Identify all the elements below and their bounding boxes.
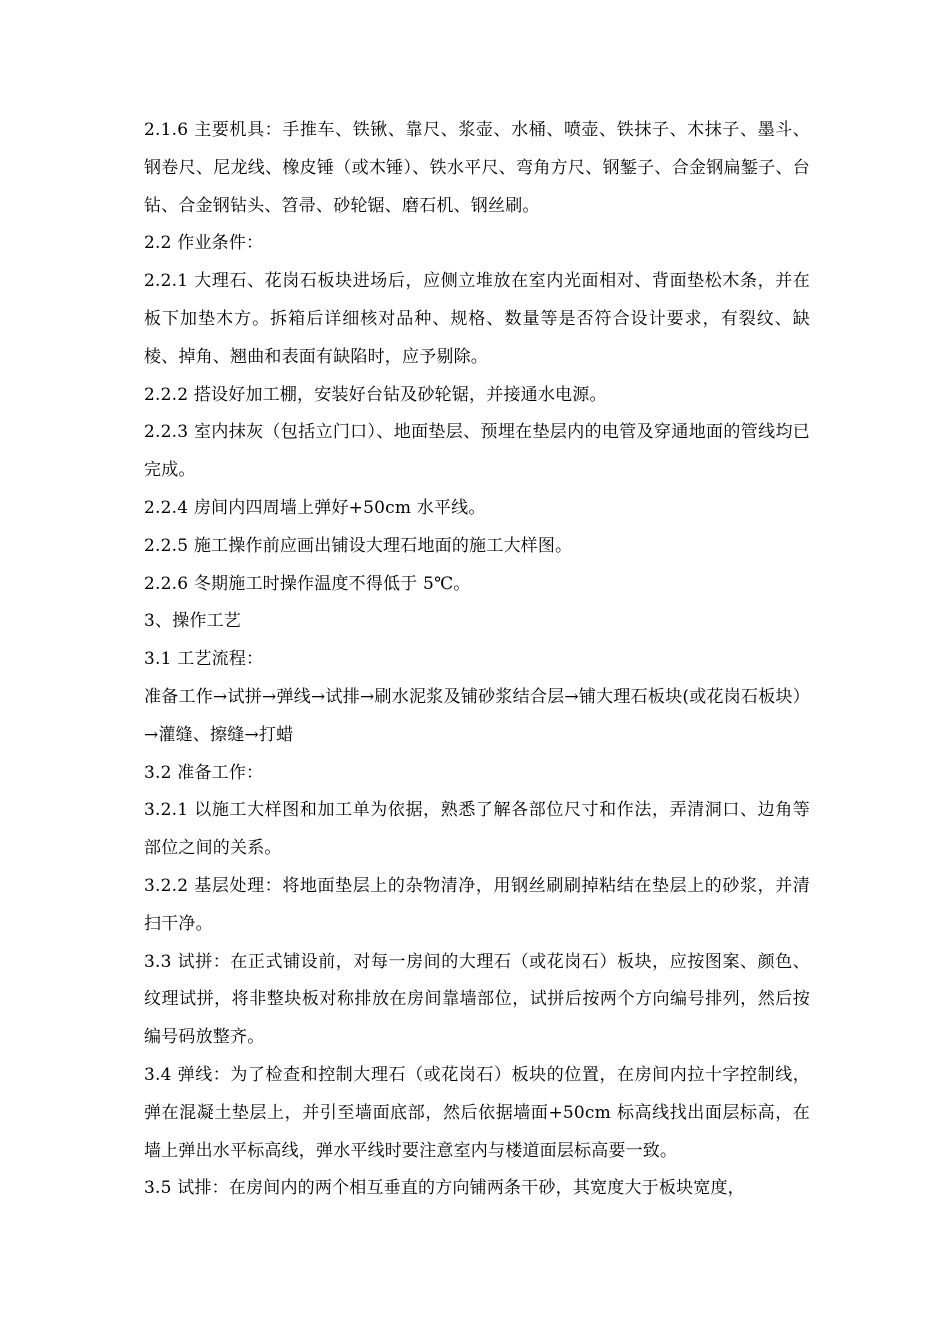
paragraph-2-2-6: 2.2.6 冬期施工时操作温度不得低于 5℃。	[144, 573, 471, 594]
heading-3-2-preparation: 3.2 准备工作：	[144, 762, 264, 783]
heading-3-process: 3、操作工艺	[144, 611, 242, 632]
paragraph-2-2-5: 2.2.5 施工操作前应画出铺设大理石地面的施工大样图。	[144, 535, 573, 556]
paragraph-2-2-1: 2.2.1 大理石、花岗石板块进场后，应侧立堆放在室内光面相对、背面垫松木条，并在板下加垫木方。拆箱后详细核对品种、规格、数量等是否符合设计要求，有裂纹、缺棱、掉角、翘曲和表面有缺陷时，应予剔除。	[144, 271, 810, 367]
paragraph-3-2-2: 3.2.2 基层处理：将地面垫层上的杂物清净，用钢丝刷刷掉粘结在垫层上的砂浆，并清扫干净。	[144, 875, 810, 934]
paragraph-2-2-4: 2.2.4 房间内四周墙上弹好+50cm 水平线。	[144, 497, 486, 518]
paragraph-2-2-3: 2.2.3 室内抹灰（包括立门口）、地面垫层、预埋在垫层内的电管及穿通地面的管线均已完成。	[144, 422, 810, 481]
heading-3-1-flow: 3.1 工艺流程：	[144, 649, 264, 670]
heading-2-2-conditions: 2.2 作业条件：	[144, 233, 264, 254]
paragraph-3-5-trial-layout: 3.5 试排：在房间内的两个相互垂直的方向铺两条干砂，其宽度大于板块宽度，	[144, 1178, 745, 1199]
document-page	[144, 112, 810, 1208]
paragraph-2-1-6-tools: 2.1.6 主要机具：手推车、铁锹、靠尺、浆壶、水桶、喷壶、铁抹子、木抹子、墨斗、钢卷尺、尼龙线、橡皮锤（或木锤）、铁水平尺、弯角方尺、钢錾子、合金钢扁錾子、台钻、合金钢钻头、笤帚、砂轮锯、磨石机、钢丝刷。	[144, 120, 810, 216]
paragraph-3-3-trial-fit: 3.3 试拼：在正式铺设前，对每一房间的大理石（或花岗石）板块，应按图案、颜色、纹理试拼，将非整块板对称排放在房间靠墙部位，试拼后按两个方向编号排列，然后按编号码放整齐。	[144, 951, 810, 1048]
paragraph-2-2-2: 2.2.2 搭设好加工棚，安装好台钻及砂轮锯，并接通水电源。	[144, 384, 607, 405]
paragraph-flow-steps: 准备工作→试拼→弹线→试排→刷水泥浆及铺砂浆结合层→铺大理石板块(或花岗石板块）→灌缝、擦缝→打蜡	[144, 686, 810, 745]
paragraph-3-2-1: 3.2.1 以施工大样图和加工单为依据，熟悉了解各部位尺寸和作法，弄清洞口、边角等部位之间的关系。	[144, 800, 810, 859]
paragraph-3-4-snap-line: 3.4 弹线：为了检查和控制大理石（或花岗石）板块的位置，在房间内拉十字控制线，弹在混凝土垫层上，并引至墙面底部，然后依据墙面+50cm 标高线找出面层标高，在墙上弹出水平标高线，弹水平线时要注意室内与楼道面层标高要一致。	[144, 1064, 810, 1161]
